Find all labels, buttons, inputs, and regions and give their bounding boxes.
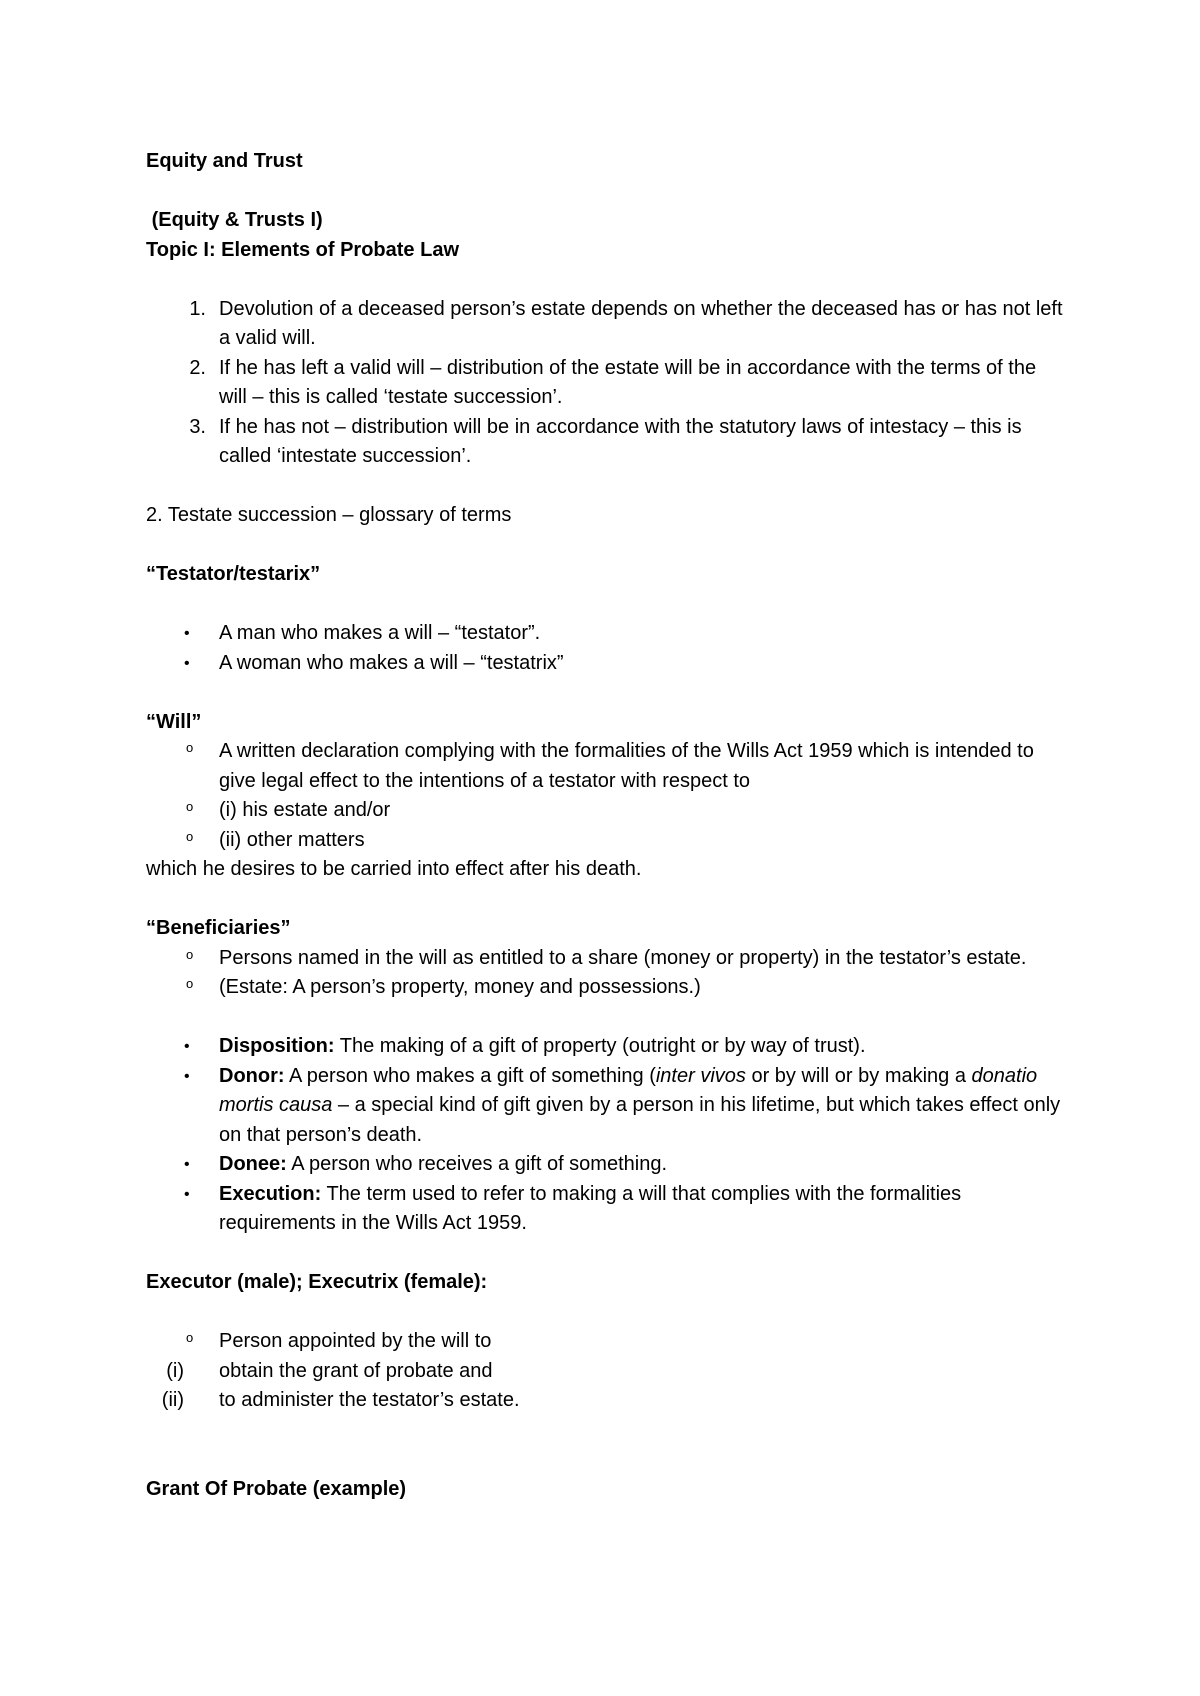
document-body: [146, 147, 1066, 1504]
executor-heading: Executor (male); Executrix (female):: [146, 1271, 488, 1293]
will-closing: which he desires to be carried into effect after his death.: [146, 858, 642, 880]
list-item: o A written declaration complying with the formalities of the Wills Act 1959 which is intended to give legal effect to the intentions of a testator with respect to: [146, 737, 1066, 796]
executor-list: [146, 1327, 1066, 1416]
topic-heading: Topic I: Elements of Probate Law: [146, 238, 460, 261]
beneficiaries-heading: “Beneficiaries”: [146, 917, 291, 939]
circle-bullet-icon: o: [186, 799, 194, 814]
list-item: o (Estate: A person’s property, money and possessions.): [146, 973, 1066, 1003]
list-item: • A man who makes a will – “testator”.: [146, 619, 1066, 649]
term-donee: • Donee: A person who receives a gift of something.: [146, 1150, 1066, 1180]
list-item: 3. If he has not – distribution will be in accordance with the statutory laws of intestacy – this is called ‘intestate succession’.: [146, 413, 1066, 472]
list-item: • A woman who makes a will – “testatrix”: [146, 649, 1066, 679]
beneficiaries-list: [146, 944, 1066, 1003]
will-heading: “Will”: [146, 710, 202, 733]
list-item: (ii) to administer the testator’s estate.: [146, 1386, 1066, 1416]
list-item: 1. Devolution of a deceased person’s estate depends on whether the deceased has or has not left a valid will.: [146, 295, 1066, 354]
bullet-icon: •: [184, 654, 190, 672]
doc-title: Equity and Trust: [146, 150, 303, 172]
list-item: 2. If he has left a valid will – distribution of the estate will be in accordance with the terms of the will – this is called ‘testate succession’.: [146, 354, 1066, 413]
doc-subtitle: (Equity & Trusts I): [151, 209, 323, 231]
testator-list: [146, 619, 1066, 678]
testator-heading: “Testator/testarix”: [146, 563, 321, 585]
will-list: [146, 737, 1066, 855]
intro-numbered-list: [146, 295, 1066, 472]
bullet-icon: •: [184, 1067, 190, 1085]
list-number: 1.: [189, 297, 206, 320]
list-item: o (ii) other matters: [146, 826, 1066, 856]
circle-bullet-icon: o: [186, 976, 194, 991]
term-execution: • Execution: The term used to refer to making a will that complies with the formalities requirements in the Wills Act 1959.: [146, 1180, 1066, 1239]
list-item: o Persons named in the will as entitled to a share (money or property) in the testator’s estate.: [146, 944, 1066, 974]
bullet-icon: •: [184, 625, 190, 642]
term-disposition: • Disposition: The making of a gift of property (outright or by way of trust).: [146, 1032, 1066, 1062]
roman-numeral: (i): [166, 1359, 184, 1382]
circle-bullet-icon: o: [186, 1330, 194, 1345]
list-number: 2.: [189, 356, 206, 379]
circle-bullet-icon: o: [186, 828, 194, 844]
bullet-icon: •: [184, 1038, 190, 1055]
circle-bullet-icon: o: [186, 946, 194, 962]
section-heading: 2. Testate succession – glossary of terms: [146, 504, 512, 526]
grant-heading: Grant Of Probate (example): [146, 1477, 407, 1500]
list-item: (i) obtain the grant of probate and: [146, 1357, 1066, 1387]
bullet-icon: •: [184, 1156, 190, 1173]
bullet-icon: •: [184, 1185, 190, 1203]
term-donor: • Donor: A person who makes a gift of something (inter vivos or by will or by making a donatio mortis causa – a special kind of gift given by a person in his lifetime, but which takes effect only on that person’s death.: [146, 1062, 1066, 1151]
terms-list: [146, 1032, 1066, 1239]
list-item: o Person appointed by the will to: [146, 1327, 1066, 1357]
roman-numeral: (ii): [161, 1389, 184, 1411]
list-number: 3.: [189, 415, 206, 438]
circle-bullet-icon: o: [186, 740, 194, 755]
list-item: o (i) his estate and/or: [146, 796, 1066, 826]
